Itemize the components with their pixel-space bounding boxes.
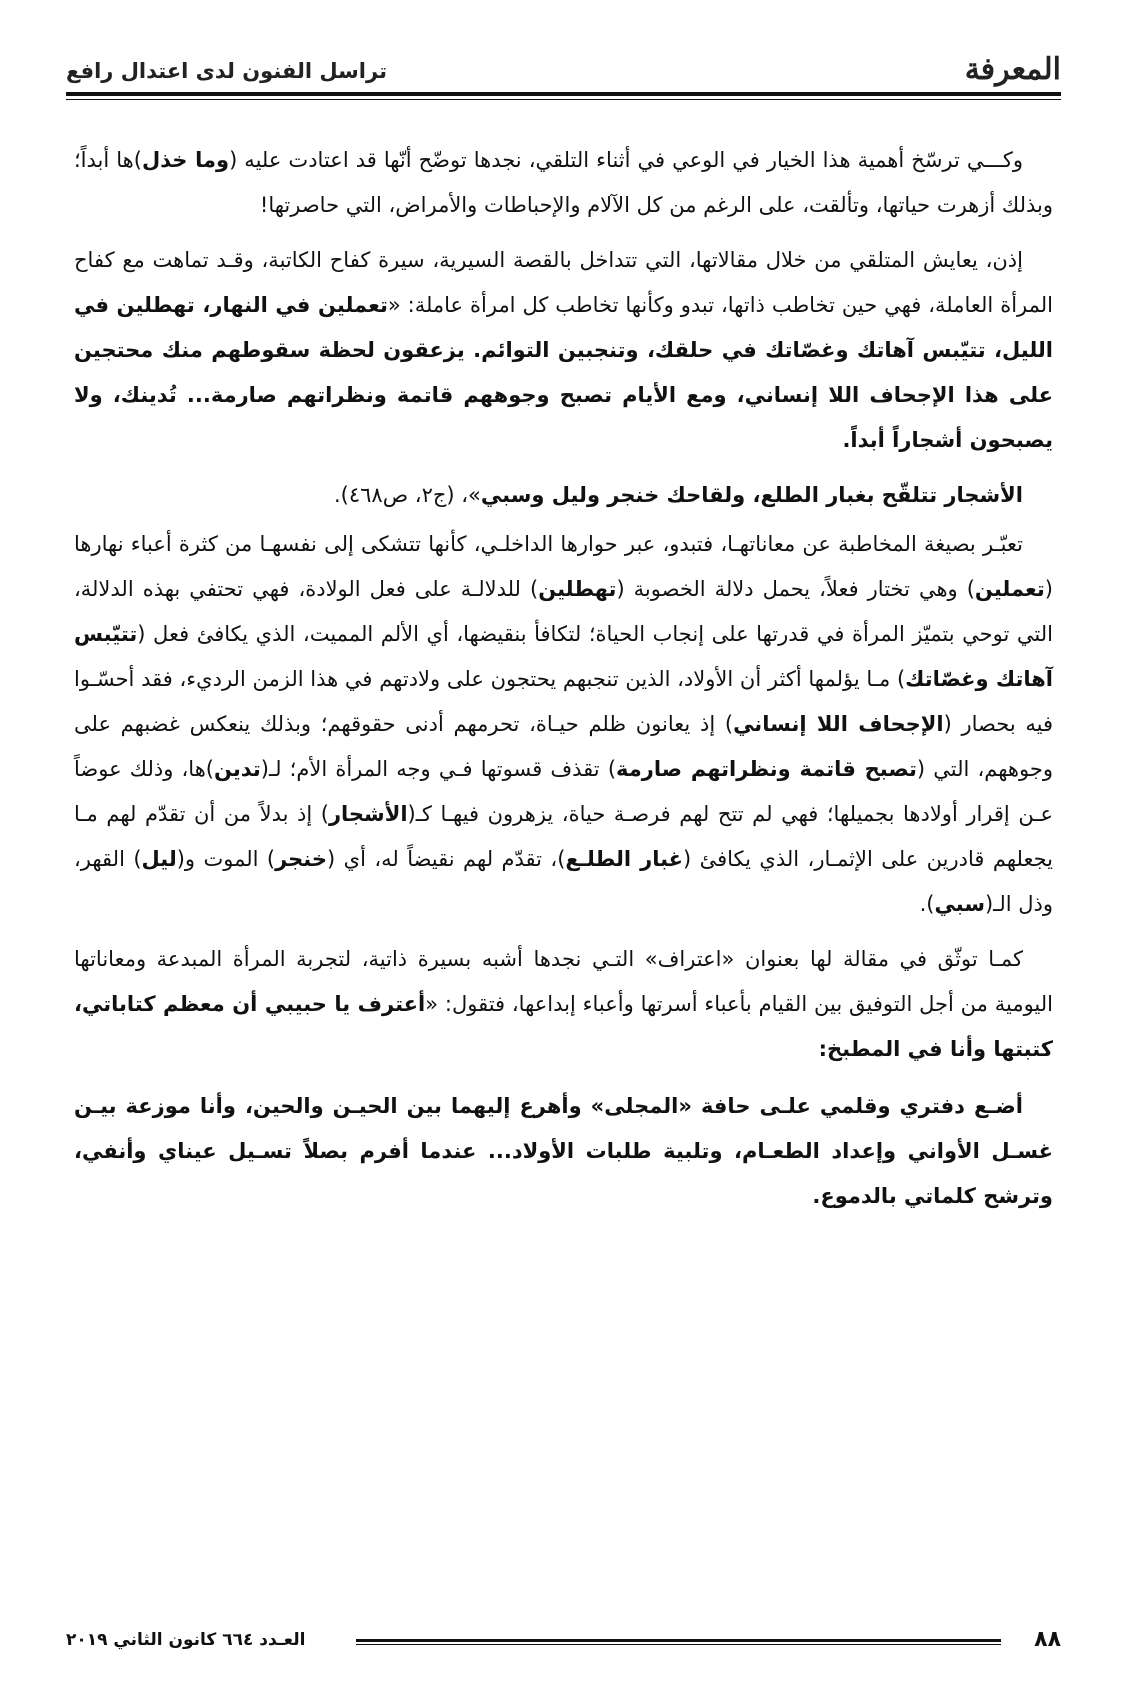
page-footer [66,1626,1061,1656]
paragraph-5: كمـا توثّق في مقالة لها بعنوان «اعتراف» التـي نجدها أشبه بسيرة ذاتية، لتجربة المرأة المبدعة ومعاناتها اليومية من أجل التوفيق بين القيام بأعباء أسرتها وأعباء إبداعها، فتقول: «أعترف يا حبيبي أن معظم كتاباتي، كتبتها وأنا في المطبخ: [74,947,1053,1061]
footer-rule-thick [356,1639,1001,1642]
header-rule-thin [66,99,1061,100]
footer-rule-thin [356,1644,1001,1645]
paragraph-3: الأشجار تتلقّح بغبار الطلع، ولقاحك خنجر وليل وسبي»، (ج٢، ص٤٦٨). [334,483,1023,507]
page-number: ٨٨ [1034,1627,1061,1652]
paragraph-6: أضـع دفتري وقلمي علـى حافة «المجلى» وأهرع إليهما بين الحيـن والحين، وأنا موزعة بيـن غسـل الأواني وإعداد الطعـام، وتلبية طلبات الأولاد... عندما أفرم بصلاً تسـيل عيناي وأنفي، وترشح كلماتي بالدموع. [74,1094,1053,1208]
paragraph-1: وكـــي ترسّخ أهمية هذا الخيار في الوعي في أثناء التلقي، نجدها توضّح أنّها قد اعتادت عليه (وما خذل)ها أبداً؛ وبذلك أزهرت حياتها، وتألقت، على الرغم من كل الآلام والإحباطات والأمراض، التي حاصرتها! [74,148,1053,217]
paragraph-2: إذن، يعايش المتلقي من خلال مقالاتها، التي تتداخل بالقصة السيرية، سيرة كفاح الكاتبة، وقـد تماهت مع كفاح المرأة العاملة، فهي حين تخاطب ذاتها، تبدو وكأنها تخاطب كل امرأة عاملة: «تعملين في النهار، تهطلين في الليل، تتيّبس آهاتك وغصّاتك في حلقك، وتنجبين التوائم. يزعقون لحظة سقوطهم منك محتجين على هذا الإجحاف اللا إنساني، ومع الأيام تصبح وجوههم قاتمة ونظراتهم صارمة... تُدينك، ولا يصبحون أشجاراً أبداً. [74,248,1053,452]
quote-bold: تعملين في النهار، تهطلين في الليل، تتيّبس آهاتك وغصّاتك في حلقك، وتنجبين التوائم. يزعقون لحظة سقوطهم منك محتجين على هذا الإجحاف اللا إنساني، ومع الأيام تصبح وجوههم قاتمة ونظراتهم صارمة... تُدينك، ولا يصبحون أشجاراً أبداً. [74,293,1053,452]
header-rule-thick [66,92,1061,96]
article-body [74,138,1053,1229]
magazine-logo: المعرفة [964,52,1061,87]
issue-info: العـدد ٦٦٤ كانون الثاني ٢٠١٩ [66,1630,306,1650]
paragraph-4: تعبّـر بصيغة المخاطبة عن معاناتهـا، فتبدو، عبر حوارها الداخلـي، كأنها تتشكى إلى نفسهـا من كثرة أعباء نهارها (تعملين) وهي تختار فعلاً، يحمل دلالة الخصوبة (تهطلين) للدلالـة على فعل الولادة، فهي تحتفي بهذه الدلالة، التي توحي بتميّز المرأة في قدرتها على إنجاب الحياة؛ لتكافأ بنقيضها، أي الألم المميت، الذي يكافئ فعل (تتيّبس آهاتك وغصّاتك) مـا يؤلمها أكثر أن الأولاد، الذين تنجبهم يحتجون على ولادتهم في هذا الزمن الرديء، فقد أحسّـوا فيه بحصار (الإجحاف اللا إنساني) إذ يعانون ظلم حيـاة، تحرمهم أدنى حقوقهم؛ وبذلك ينعكس غضبهم على وجوههم، التي (تصبح قاتمة ونظراتهم صارمة) تقذف قسوتها فـي وجه المرأة الأم؛ لـ(تدين)ها، وذلك عوضاً عـن إقرار أولادها بجميلها؛ فهي لم تتح لهم فرصـة حياة، يزهرون فيهـا كـ(الأشجار) إذ بدلاً من أن تقدّم لهم مـا يجعلهم قادرين على الإثمـار، الذي يكافئ (غبار الطلـع)، تقدّم لهم نقيضاً له، أي (خنجر) الموت و(ليل) القهر، وذل الـ(سبي). [74,532,1053,916]
running-title: تراسل الفنون لدى اعتدال رافع [66,59,387,83]
